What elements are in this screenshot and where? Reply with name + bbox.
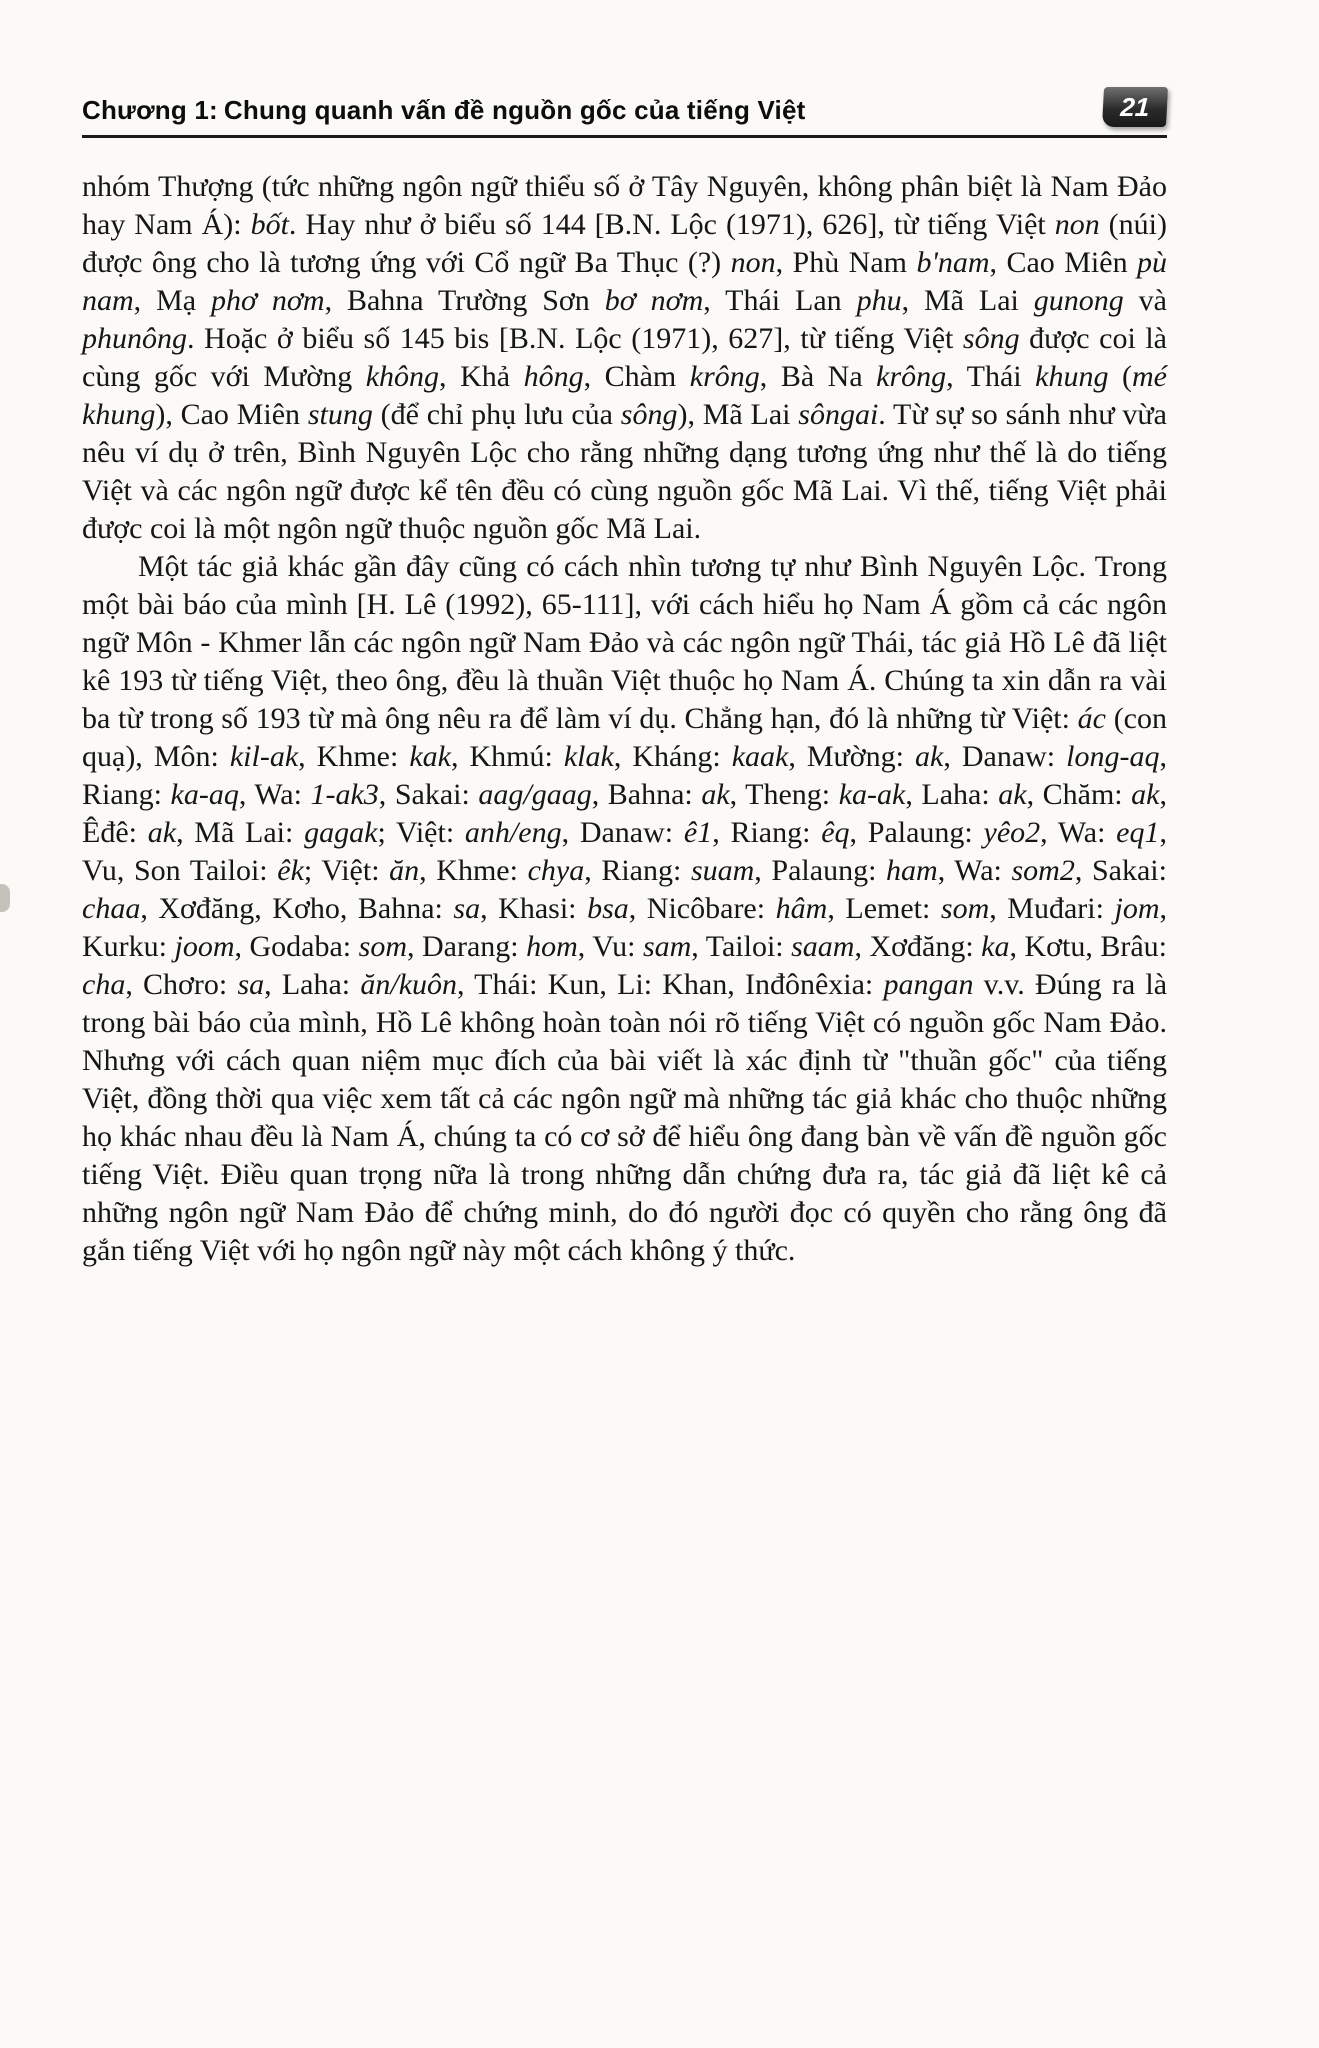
italic-text-segment: ak bbox=[701, 778, 730, 811]
text-segment: , Cao Miên bbox=[989, 246, 1138, 279]
italic-text-segment: pù nam bbox=[82, 246, 1168, 317]
italic-text-segment: sam bbox=[642, 930, 692, 963]
italic-text-segment: suam bbox=[690, 854, 755, 887]
text-segment: , Darang: bbox=[406, 930, 527, 963]
italic-text-segment: saam bbox=[791, 930, 855, 963]
italic-text-segment: ăn/kuôn bbox=[360, 968, 458, 1001]
italic-text-segment: 1-ak3 bbox=[310, 778, 379, 811]
text-segment: ), Cao Miên bbox=[155, 398, 308, 431]
italic-text-segment: ham bbox=[886, 854, 938, 887]
italic-text-segment: phơ nơm bbox=[210, 284, 325, 317]
italic-text-segment: non bbox=[1054, 208, 1100, 241]
text-segment: , Sakai: bbox=[378, 778, 479, 811]
italic-text-segment: ê1 bbox=[683, 816, 713, 849]
text-segment: , Wa: bbox=[937, 854, 1012, 887]
italic-text-segment: non bbox=[730, 246, 776, 279]
text-segment: ( bbox=[1108, 360, 1132, 393]
text-segment: , Riang: bbox=[712, 816, 822, 849]
text-segment: , Mường: bbox=[788, 740, 915, 773]
text-segment: (để chỉ phụ lưu của bbox=[372, 398, 621, 431]
paragraph bbox=[82, 168, 1167, 548]
italic-text-segment: krông bbox=[689, 360, 760, 393]
italic-text-segment: b'nam bbox=[916, 246, 990, 279]
italic-text-segment: ak bbox=[1131, 778, 1160, 811]
italic-text-segment: kaak bbox=[731, 740, 789, 773]
text-segment: ; Việt: bbox=[303, 854, 390, 887]
italic-text-segment: gunong bbox=[1033, 284, 1124, 317]
italic-text-segment: bsa bbox=[587, 892, 629, 925]
italic-text-segment: khung bbox=[1035, 360, 1109, 393]
italic-text-segment: kak bbox=[409, 740, 451, 773]
italic-text-segment: kil-ak bbox=[229, 740, 299, 773]
page-number-badge: 21 bbox=[1102, 87, 1168, 127]
italic-text-segment: êk bbox=[277, 854, 304, 887]
text-segment: , Nicôbare: bbox=[628, 892, 776, 925]
italic-text-segment: sông bbox=[962, 322, 1020, 355]
italic-text-segment: chya bbox=[527, 854, 585, 887]
italic-text-segment: sôngai bbox=[798, 398, 879, 431]
text-segment: , Laha: bbox=[905, 778, 999, 811]
italic-text-segment: ăn bbox=[389, 854, 420, 887]
text-segment: , Tailoi: bbox=[691, 930, 792, 963]
text-segment: , Phù Nam bbox=[775, 246, 917, 279]
text-segment: , Bà Na bbox=[759, 360, 877, 393]
text-segment: , Sakai: bbox=[1074, 854, 1167, 887]
paragraph bbox=[82, 548, 1167, 1270]
italic-text-segment: ka bbox=[981, 930, 1010, 963]
text-segment: , Khmú: bbox=[450, 740, 564, 773]
page-body bbox=[82, 138, 1167, 1270]
italic-text-segment: hâm bbox=[775, 892, 828, 925]
text-segment: , Kháng: bbox=[613, 740, 732, 773]
text-segment: , Palaung: bbox=[754, 854, 887, 887]
italic-text-segment: aag/gaag bbox=[478, 778, 592, 811]
text-segment: . Hay như ở biểu số 144 [B.N. Lộc (1971), 626], từ tiếng Việt bbox=[288, 208, 1055, 241]
italic-text-segment: joom bbox=[174, 930, 235, 963]
italic-text-segment: jom bbox=[1114, 892, 1160, 925]
text-segment: v.v. Đúng ra là trong bài báo của mình, Hồ Lê không hoàn toàn nói rõ tiếng Việt có nguồn gốc Nam Đảo. Nhưng với cách quan niệm mục đích của bài viết là xác định từ "thuần gốc" của tiếng Việt, đồng thời qua việc xem tất cả các ngôn ngữ mà những tác giả khác cho thuộc những họ khác nhau đều là Nam Á, chúng ta có cơ sở để hiểu ông đang bàn về vấn đề nguồn gốc tiếng Việt. Điều quan trọng nữa là trong những dẫn chứng đưa ra, tác giả đã liệt kê cả những ngôn ngữ Nam Đảo để chứng minh, do đó người đọc có quyền cho rằng ông đã gắn tiếng Việt với họ ngôn ngữ này một cách không ý thức. bbox=[82, 968, 1168, 1267]
text-segment: , Kurku: bbox=[82, 892, 1167, 963]
text-segment: , Godaba: bbox=[234, 930, 359, 963]
text-segment: , Thái Lan bbox=[703, 284, 857, 317]
text-segment: , Xơđăng, Kơho, Bahna: bbox=[140, 892, 454, 925]
text-segment: , Theng: bbox=[729, 778, 839, 811]
text-segment: . Hoặc ở biểu số 145 bis [B.N. Lộc (1971), 627], từ tiếng Việt bbox=[187, 322, 963, 355]
text-segment: ), Mã Lai bbox=[677, 398, 799, 431]
italic-text-segment: bơ nơm bbox=[604, 284, 704, 317]
italic-text-segment: ak bbox=[915, 740, 944, 773]
text-segment: . Từ sự so sánh như vừa nêu ví dụ ở trên, Bình Nguyên Lộc cho rằng những dạng tương ứng như thế là do tiếng Việt và các ngôn ngữ được kể tên đều có cùng nguồn gốc Mã Lai. Vì thế, tiếng Việt phải được coi là một ngôn ngữ thuộc nguồn gốc Mã Lai. bbox=[82, 398, 1167, 545]
text-segment: , Bahna: bbox=[591, 778, 702, 811]
italic-text-segment: sa bbox=[237, 968, 265, 1001]
italic-text-segment: ác bbox=[1077, 702, 1106, 735]
italic-text-segment: sông bbox=[620, 398, 678, 431]
text-segment: , Mã Lai bbox=[901, 284, 1034, 317]
text-segment: Một tác giả khác gần đây cũng có cách nhìn tương tự như Bình Nguyên Lộc. Trong một bài báo của mình [H. Lê (1992), 65-111], với cách hiểu họ Nam Á gồm cả các ngôn ngữ Môn - Khmer lẫn các ngôn ngữ Nam Đảo và các ngôn ngữ Thái, tác giả Hồ Lê đã liệt kê 193 từ tiếng Việt, theo ông, đều là thuần Việt thuộc họ Nam Á. Chúng ta xin dẫn ra vài ba từ trong số 193 từ mà ông nêu ra để làm ví dụ. Chẳng hạn, đó là những từ Việt: bbox=[82, 550, 1167, 735]
chapter-heading bbox=[82, 94, 1167, 126]
text-segment: , Mã Lai: bbox=[176, 816, 305, 849]
italic-text-segment: ka-aq bbox=[170, 778, 239, 811]
text-segment: , Laha: bbox=[264, 968, 361, 1001]
chapter-label: Chương 1: bbox=[82, 95, 218, 125]
italic-text-segment: mé khung bbox=[82, 360, 1167, 431]
page-header bbox=[82, 94, 1167, 138]
italic-text-segment: anh/eng bbox=[464, 816, 562, 849]
italic-text-segment: klak bbox=[563, 740, 614, 773]
italic-text-segment: phu bbox=[856, 284, 902, 317]
text-segment: , Vu: bbox=[577, 930, 643, 963]
text-segment: , Vu, Son Tailoi: bbox=[82, 816, 1167, 887]
italic-text-segment: ak bbox=[147, 816, 177, 849]
text-segment: , Khme: bbox=[298, 740, 410, 773]
italic-text-segment: ka-ak bbox=[838, 778, 906, 811]
italic-text-segment: cha bbox=[82, 968, 126, 1001]
text-segment: (con quạ), Môn: bbox=[82, 702, 1167, 773]
italic-text-segment: bốt bbox=[250, 208, 289, 241]
text-segment: nhóm Thượng (tức những ngôn ngữ thiểu số ở Tây Nguyên, không phân biệt là Nam Đảo hay Nam Á): bbox=[82, 170, 1167, 241]
text-segment: , Khme: bbox=[419, 854, 528, 887]
text-segment: , Kơtu, Brâu: bbox=[1009, 930, 1167, 963]
text-segment: , Chàm bbox=[583, 360, 690, 393]
text-segment: và bbox=[1123, 284, 1167, 317]
italic-text-segment: êq bbox=[821, 816, 850, 849]
text-segment: , Lemet: bbox=[827, 892, 941, 925]
italic-text-segment: eq1 bbox=[1116, 816, 1160, 849]
text-segment: , Wa: bbox=[1040, 816, 1117, 849]
text-segment: , Riang: bbox=[584, 854, 691, 887]
scan-artifact bbox=[0, 884, 10, 912]
italic-text-segment: yêo2 bbox=[983, 816, 1041, 849]
italic-text-segment: krông bbox=[876, 360, 947, 393]
italic-text-segment: som2 bbox=[1011, 854, 1075, 887]
text-segment: , Khả bbox=[439, 360, 524, 393]
text-segment: , Palaung: bbox=[849, 816, 984, 849]
italic-text-segment: pangan bbox=[883, 968, 974, 1001]
italic-text-segment: gagak bbox=[304, 816, 378, 849]
text-segment: , Xơđăng: bbox=[854, 930, 982, 963]
text-segment: , Chơro: bbox=[125, 968, 238, 1001]
text-segment: , Bahna Trường Sơn bbox=[324, 284, 605, 317]
chapter-title: Chung quanh vấn đề nguồn gốc của tiếng Việt bbox=[223, 95, 806, 125]
text-segment: , Muđari: bbox=[989, 892, 1115, 925]
text-segment: , Chăm: bbox=[1026, 778, 1132, 811]
text-segment: được coi là cùng gốc với Mường bbox=[82, 322, 1167, 393]
text-segment: , Thái: Kun, Li: Khan, Inđônêxia: bbox=[457, 968, 884, 1001]
italic-text-segment: phunông bbox=[82, 322, 187, 355]
text-segment: , Thái bbox=[946, 360, 1036, 393]
italic-text-segment: ak bbox=[998, 778, 1027, 811]
italic-text-segment: som bbox=[940, 892, 990, 925]
text-segment: ; Việt: bbox=[377, 816, 465, 849]
italic-text-segment: sa bbox=[453, 892, 481, 925]
text-segment: , Riang: bbox=[82, 740, 1167, 811]
text-segment: , Danaw: bbox=[943, 740, 1067, 773]
italic-text-segment: hom bbox=[526, 930, 578, 963]
text-segment: , Danaw: bbox=[561, 816, 684, 849]
italic-text-segment: stung bbox=[307, 398, 373, 431]
text-segment: (núi) được ông cho là tương ứng với Cổ ngữ Ba Thục (?) bbox=[82, 208, 1167, 279]
text-segment: , Khasi: bbox=[480, 892, 588, 925]
text-segment: , Êđê: bbox=[82, 778, 1167, 849]
italic-text-segment: hông bbox=[523, 360, 584, 393]
italic-text-segment: som bbox=[358, 930, 407, 963]
italic-text-segment: long-aq bbox=[1066, 740, 1160, 773]
italic-text-segment: chaa bbox=[82, 892, 141, 925]
text-segment: , Mạ bbox=[133, 284, 211, 317]
text-segment: , Wa: bbox=[238, 778, 311, 811]
italic-text-segment: không bbox=[365, 360, 440, 393]
